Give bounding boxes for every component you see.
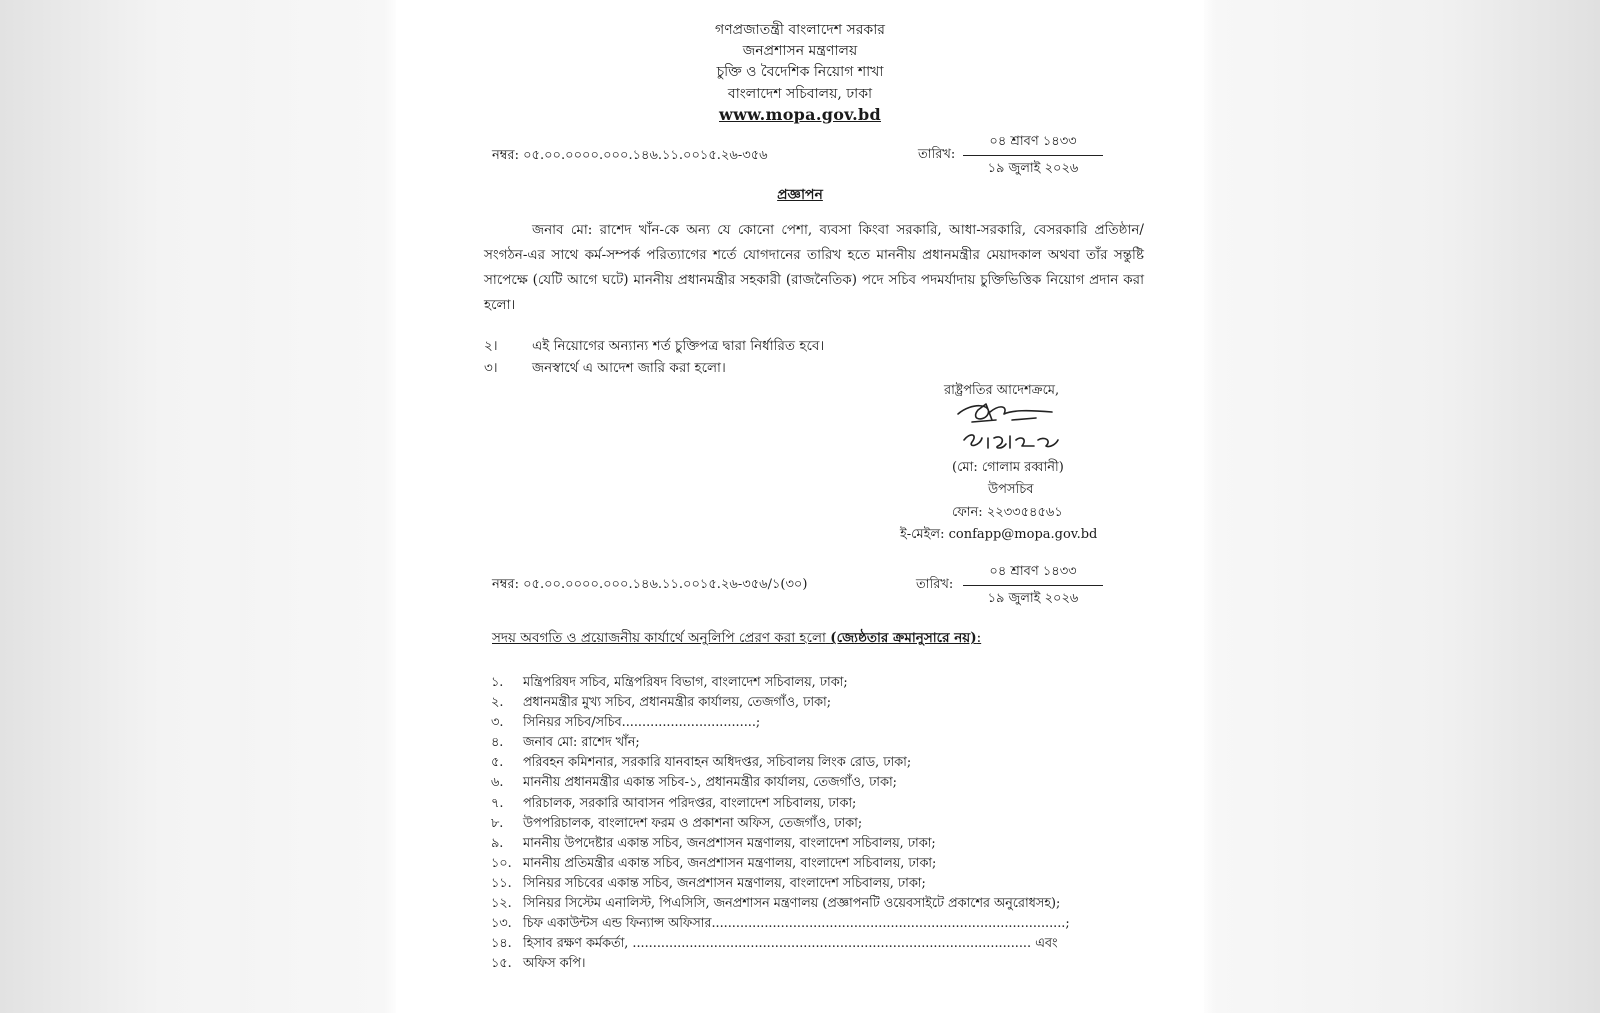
memo-reference-number: নম্বর: ০৫.০০.০০০০.০০০.১৪৬.১১.০০১৫.২৬-৩৫৬ xyxy=(492,148,768,163)
list-item-text: সিনিয়র সিস্টেম এনালিস্ট, পিএসিসি, জনপ্রশাসন মন্ত্রণালয় (প্রজ্ঞাপনটি ওয়েবসাইটে প্রকাশের অনুরোধসহ); xyxy=(523,896,1061,912)
copy-reference-number: নম্বর: ০৫.০০.০০০০.০০০.১৪৬.১১.০০১৫.২৬-৩৫৬/১(৩০) xyxy=(492,577,808,592)
copy-recipient-list xyxy=(491,673,1070,974)
list-item xyxy=(491,814,1070,834)
date-bangla: ০৪ শ্রাবণ ১৪৩৩ xyxy=(989,134,1077,149)
document-page xyxy=(396,0,1204,1013)
list-item-number: ৬. xyxy=(491,775,504,791)
copy-heading-colon: : xyxy=(976,630,982,646)
list-item-number: ১২. xyxy=(491,896,512,912)
list-item-text: হিসাব রক্ষণ কর্মকর্তা, .................................................................................................. এবং xyxy=(523,936,1058,952)
list-item xyxy=(491,834,1070,854)
list-item-number: ৩. xyxy=(491,715,504,731)
list-item-number: ১১. xyxy=(491,875,512,891)
list-item-text: পরিবহন কমিশনার, সরকারি যানবাহন অধিদপ্তর, সচিবালয় লিংক রোড, ঢাকা; xyxy=(523,755,912,771)
list-item xyxy=(491,753,1070,773)
list-item-text: মাননীয় প্রধানমন্ত্রীর একান্ত সচিব-১, প্রধানমন্ত্রীর কার্যালয়, তেজগাঁও, ঢাকা; xyxy=(523,775,897,791)
list-item xyxy=(491,894,1070,914)
list-item-text: মন্ত্রিপরিষদ সচিব, মন্ত্রিপরিষদ বিভাগ, বাংলাদেশ সচিবালয়, ঢাকা; xyxy=(523,675,848,690)
list-item-text: পরিচালক, সরকারি আবাসন পরিদপ্তর, বাংলাদেশ সচিবালয়, ঢাকা; xyxy=(523,795,857,811)
copy-heading-text: সদয় অবগতি ও প্রয়োজনীয় কার্যার্থে অনুলিপি প্রেরণ করা হলো xyxy=(492,630,826,646)
date-divider xyxy=(963,155,1103,156)
govt-name: গণপ্রজাতন্ত্রী বাংলাদেশ সরকার xyxy=(715,22,885,38)
list-item xyxy=(491,693,1070,713)
president-order: রাষ্ট্রপতির আদেশক্রমে, xyxy=(944,383,1060,398)
list-item xyxy=(491,934,1070,954)
list-item xyxy=(491,713,1070,733)
copy-date-bangla: ০৪ শ্রাবণ ১৪৩৩ xyxy=(989,564,1077,579)
ministry-name: জনপ্রশাসন মন্ত্রণালয় xyxy=(742,43,858,59)
date-gregorian: ১৯ জুলাই ২০২৬ xyxy=(987,161,1079,176)
copy-heading-note: (জ্যেষ্ঠতার ক্রমানুসারে নয়) xyxy=(830,630,977,646)
list-item-text: জনাব মো: রাশেদ খাঁন; xyxy=(523,735,640,751)
date-label: তারিখ: xyxy=(918,147,956,162)
list-item-text: মাননীয় উপদেষ্টার একান্ত সচিব, জনপ্রশাসন মন্ত্রণালয়, বাংলাদেশ সচিবালয়, ঢাকা; xyxy=(523,835,936,851)
appointment-paragraph: জনাব মো: রাশেদ খাঁন-কে অন্য যে কোনো পেশা, ব্যবসা কিংবা সরকারি, আধা-সরকারি, বেসরকারি প্রতিষ্ঠান/সংগঠন-এর সাথে কর্ম-সম্পর্ক পরিত্যাগের শর্তে যোগদানের তারিখ হতে মাননীয় প্রধানমন্ত্রীর মেয়াদকাল অথবা তাঁর সন্তুষ্টি সাপেক্ষে (যেটি আগে ঘটে) মাননীয় প্রধানমন্ত্রীর সহকারী (রাজনৈতিক) পদে সচিব পদমর্যাদায় চুক্তিভিত্তিক নিয়োগ প্রদান করা হলো। xyxy=(484,222,1144,313)
list-item-text: মাননীয় প্রতিমন্ত্রীর একান্ত সচিব, জনপ্রশাসন মন্ত্রণালয়, বাংলাদেশ সচিবালয়, ঢাকা; xyxy=(523,855,937,871)
list-item-text: অফিস কপি। xyxy=(523,956,586,972)
list-item-number: ২. xyxy=(491,695,504,711)
list-item-number: ১৫. xyxy=(491,956,512,972)
para-2-text: এই নিয়োগের অন্যান্য শর্ত চুক্তিপত্র দ্বারা নির্ধারিত হবে। xyxy=(532,338,825,354)
list-item-number: ৭. xyxy=(491,795,504,811)
para-3-text: জনস্বার্থে এ আদেশ জারি করা হলো। xyxy=(532,360,726,376)
copy-date-label: তারিখ: xyxy=(916,577,954,592)
list-item-number: ৫. xyxy=(491,755,504,771)
list-item-text: চিফ একাউন্টস এন্ড ফিন্যান্স অফিসার.......................................................................................; xyxy=(523,916,1070,932)
section-name: চুক্তি ও বৈদেশিক নিয়োগ শাখা xyxy=(716,64,884,80)
list-item-number: ৮. xyxy=(491,815,504,831)
list-item-text: সিনিয়র সচিবের একান্ত সচিব, জনপ্রশাসন মন্ত্রণালয়, বাংলাদেশ সচিবালয়, ঢাকা; xyxy=(523,875,926,891)
website-link[interactable]: www.mopa.gov.bd xyxy=(719,105,881,124)
officer-phone: ফোন: ২২৩৩৫৪৫৬১ xyxy=(952,505,1063,520)
list-item-number: ১৪. xyxy=(491,936,512,952)
memo-date xyxy=(963,132,1103,180)
list-item xyxy=(491,854,1070,874)
copy-date-divider xyxy=(963,585,1103,586)
handwritten-signature xyxy=(952,400,1082,460)
list-item xyxy=(491,673,1070,693)
list-item-text: উপপরিচালক, বাংলাদেশ ফরম ও প্রকাশনা অফিস, তেজগাঁও, ঢাকা; xyxy=(523,815,863,831)
list-item-number: ৯. xyxy=(491,835,504,851)
office-address: বাংলাদেশ সচিবালয়, ঢাকা xyxy=(727,86,873,102)
list-item xyxy=(491,914,1070,934)
list-item-number: ১৩. xyxy=(491,916,512,932)
list-item-text: প্রধানমন্ত্রীর মুখ্য সচিব, প্রধানমন্ত্রীর কার্যালয়, তেজগাঁও, ঢাকা; xyxy=(523,695,832,711)
list-item-number: ১. xyxy=(491,675,504,690)
list-item xyxy=(491,874,1070,894)
copy-date-gregorian: ১৯ জুলাই ২০২৬ xyxy=(987,591,1079,606)
list-item xyxy=(491,794,1070,814)
notification-title: প্রজ্ঞাপন xyxy=(777,187,823,203)
list-item xyxy=(491,954,1070,974)
list-item xyxy=(491,733,1070,753)
officer-designation: উপসচিব xyxy=(988,482,1034,497)
copy-date xyxy=(963,562,1103,610)
list-item-text: সিনিয়র সচিব/সচিব.................................; xyxy=(523,715,761,731)
officer-email[interactable]: ই-মেইল: confapp@mopa.gov.bd xyxy=(900,527,1098,542)
list-item xyxy=(491,773,1070,793)
para-3-number: ৩। xyxy=(484,360,498,376)
para-2-number: ২। xyxy=(484,338,498,354)
list-item-number: ৪. xyxy=(491,735,504,751)
list-item-number: ১০. xyxy=(491,855,512,871)
officer-name: (মো: গোলাম রব্বানী) xyxy=(952,460,1064,475)
copy-heading xyxy=(492,627,981,650)
